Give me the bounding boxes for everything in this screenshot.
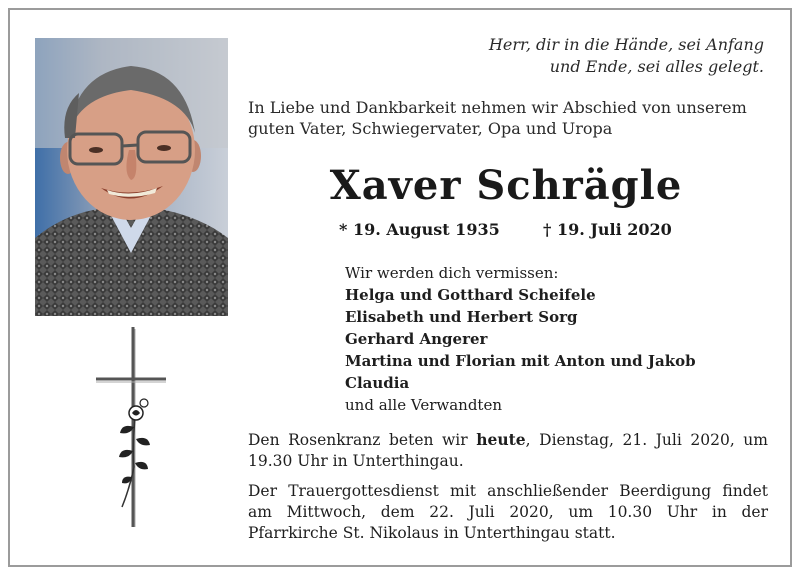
verse <box>420 34 764 78</box>
verse-line: und Ende, sei alles gelegt. <box>549 57 764 76</box>
mourner-name: Helga und Gotthard Scheifele <box>345 286 596 304</box>
verse-line: Herr, dir in die Hände, sei Anfang <box>488 35 764 54</box>
funeral-service-info <box>248 481 768 544</box>
mourner-name: Elisabeth und Herbert Sorg <box>345 308 578 326</box>
cross-with-rose-icon <box>92 327 172 527</box>
intro-line: guten Vater, Schwiegervater, Opa und Uropa <box>248 119 613 138</box>
death-date: † 19. Juli 2020 <box>543 220 672 239</box>
portrait-photo <box>35 38 228 316</box>
rosary-info <box>248 429 768 472</box>
mourner-name: Claudia <box>345 374 410 392</box>
mourner-name: Gerhard Angerer <box>345 330 488 348</box>
intro-line: In Liebe und Dankbarkeit nehmen wir Abschied von unserem <box>248 98 747 117</box>
rosary-prefix: Den Rosenkranz beten wir <box>248 431 477 449</box>
mourners-closing: und alle Verwandten <box>345 396 502 414</box>
mourners-intro: Wir werden dich vermissen: <box>345 264 559 282</box>
deceased-name: Xaver Schrägle <box>329 162 683 209</box>
birth-date: * 19. August 1935 <box>339 220 500 239</box>
service-line: Pfarrkirche St. Nikolaus in Unterthingau statt. <box>248 524 616 542</box>
rosary-highlight: heute <box>476 430 526 449</box>
mourner-name: Martina und Florian mit Anton und Jakob <box>345 352 696 370</box>
service-line: Der Trauergottesdienst mit anschließender Beerdigung findet <box>248 482 768 500</box>
rosary-suffix: , Dienstag, 21. Juli 2020, um 19.30 Uhr in Unterthingau. <box>248 431 768 470</box>
intro-text <box>248 97 778 139</box>
service-line: am Mittwoch, dem 22. Juli 2020, um 10.30 Uhr in der <box>248 503 768 521</box>
mourners-list <box>345 262 775 416</box>
